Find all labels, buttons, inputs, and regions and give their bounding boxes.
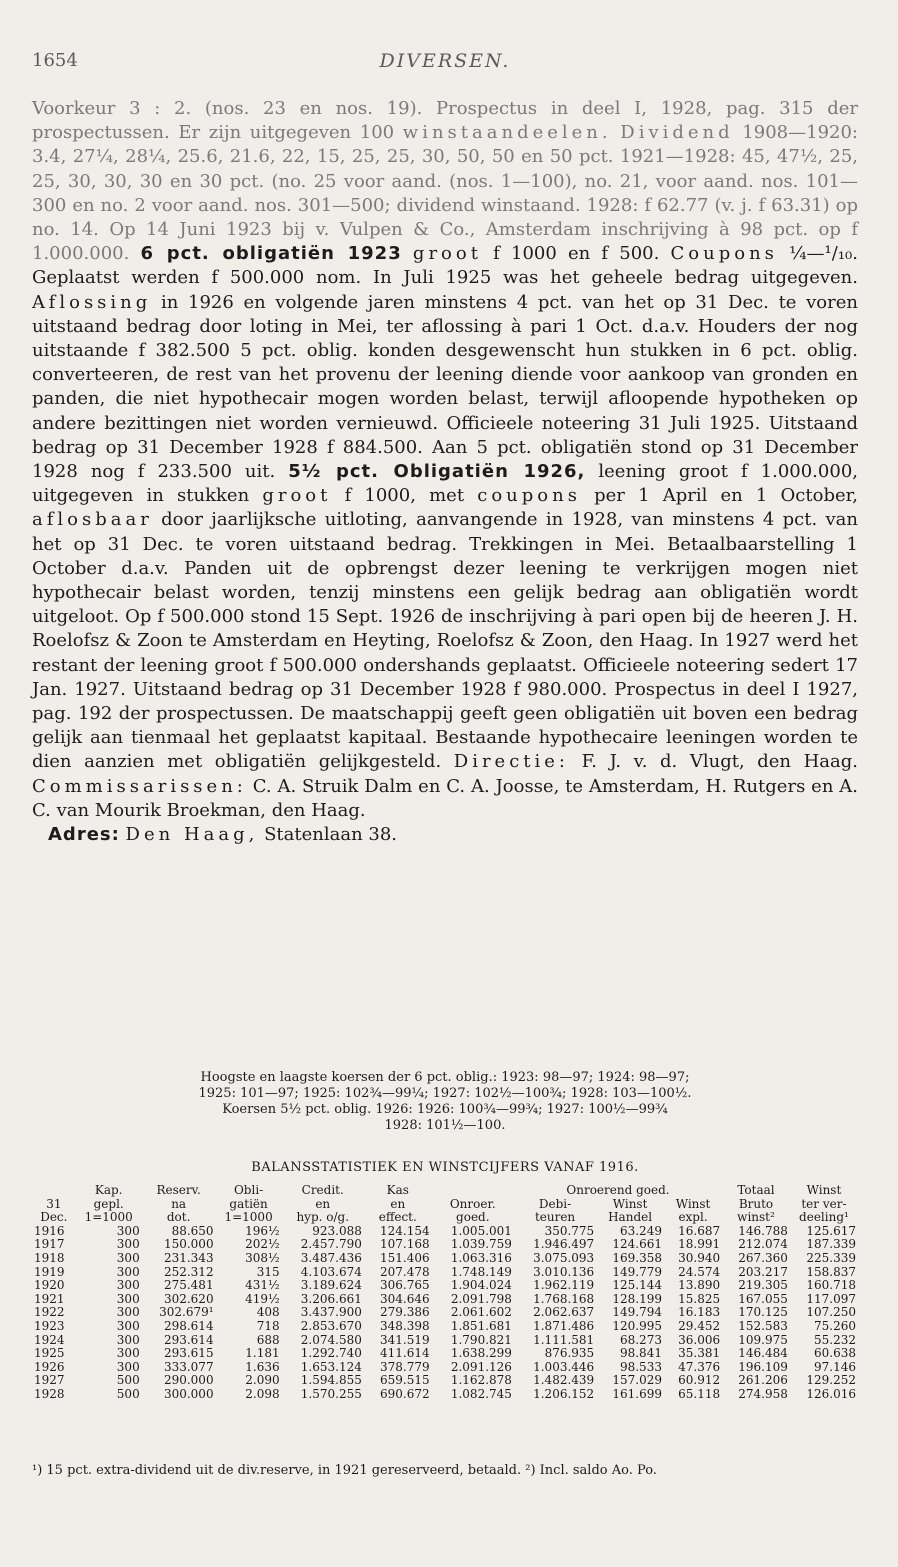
header-cell: hyp. o/g.: [296, 1210, 350, 1225]
table-cell: 1.638.299: [450, 1346, 512, 1361]
table-cell: 120.995: [612, 1318, 662, 1333]
table-cell: 35.381: [678, 1346, 721, 1361]
table-cell: 315: [256, 1264, 280, 1279]
header-cell: Winst: [675, 1196, 711, 1211]
table-cell: 300: [116, 1359, 140, 1374]
header-cell: 31: [46, 1196, 62, 1211]
header-cell: expl.: [678, 1210, 708, 1225]
header-cell: Winst: [806, 1183, 842, 1197]
table-cell: 300: [116, 1291, 140, 1306]
koersen-line-1: Hoogste en laagste koersen der 6 pct. oblig.: 1923: 98—97; 1924: 98—97;: [200, 1070, 690, 1085]
page-header: [32, 50, 858, 74]
table-cell: 876.935: [544, 1346, 595, 1361]
header-cell: Debi-: [538, 1196, 572, 1211]
header-cell: Credit.: [301, 1183, 344, 1197]
table-cell: 279.386: [380, 1305, 430, 1320]
header-cell: Winst: [612, 1196, 648, 1211]
table-cell: 1.181: [245, 1346, 280, 1361]
table-cell: 196.109: [738, 1359, 788, 1374]
koersen-line-4: 1928: 101½—100.: [384, 1118, 506, 1133]
table-cell: 18.991: [678, 1237, 721, 1252]
koersen-block: [32, 1070, 858, 1134]
oblig-6pct-heading: 6 pct. obligatiën 1923: [140, 243, 402, 265]
table-cell: 60.912: [678, 1373, 721, 1388]
table-row: [32, 1374, 858, 1388]
table-cell: 306.765: [380, 1278, 430, 1293]
table-cell: 150.000: [163, 1237, 214, 1252]
table-cell: 202½: [245, 1237, 280, 1252]
table-cell: 1.962.119: [533, 1278, 595, 1293]
table-cell: 252.312: [163, 1264, 214, 1279]
header-cell: Onroerend goed.: [566, 1183, 670, 1197]
table-cell: 129.252: [806, 1373, 856, 1388]
table-cell: 1.005.001: [450, 1223, 512, 1238]
table-cell: 3.487.436: [300, 1250, 362, 1265]
balans-table-body: [32, 1225, 858, 1402]
table-cell: 274.958: [738, 1386, 788, 1401]
header-cell: en: [390, 1196, 406, 1211]
table-cell: 97.146: [814, 1359, 856, 1374]
table-cell: 1.871.486: [533, 1318, 595, 1333]
table-cell: 146.788: [738, 1223, 788, 1238]
header-cell: Handel: [608, 1210, 653, 1225]
table-cell: 3.010.136: [533, 1264, 595, 1279]
table-cell: 1.790.821: [450, 1332, 512, 1347]
table-cell: 109.975: [738, 1332, 788, 1347]
year-cell: 1928: [34, 1386, 65, 1401]
year-cell: 1925: [34, 1346, 65, 1361]
header-cell: [32, 1184, 76, 1198]
table-cell: 30.940: [678, 1250, 721, 1265]
table-cell: 1.003.446: [533, 1359, 595, 1374]
table-cell: 2.061.602: [450, 1305, 512, 1320]
table-cell: 300: [116, 1346, 140, 1361]
table-cell: 158.837: [806, 1264, 856, 1279]
table-cell: 2.090: [245, 1373, 280, 1388]
table-cell: 333.077: [163, 1359, 214, 1374]
table-cell: 302.620: [163, 1291, 214, 1306]
header-cell: Kap.: [94, 1183, 123, 1197]
table-cell: 107.168: [380, 1237, 430, 1252]
table-cell: 36.006: [678, 1332, 721, 1347]
header-cell: gepl.: [93, 1196, 124, 1211]
header-cell: en: [315, 1196, 331, 1211]
table-cell: 290.000: [163, 1373, 214, 1388]
table-cell: 302.679¹: [159, 1305, 214, 1320]
coupons1-label: Coupons: [670, 243, 778, 265]
footnotes: ¹) 15 pct. extra-dividend uit de div.reserve, in 1921 gereserveerd, betaald. ²) Incl. saldo Ao. Po.: [32, 1463, 657, 1478]
year-cell: 1920: [34, 1278, 65, 1293]
aflosbaar-label: aflosbaar: [32, 509, 153, 531]
table-cell: 431½: [245, 1278, 280, 1293]
table-cell: 923.088: [312, 1223, 362, 1238]
table-cell: 2.091.798: [450, 1291, 512, 1306]
table-cell: 300: [116, 1223, 140, 1238]
table-cell: 341.519: [380, 1332, 430, 1347]
adres-line: [32, 823, 858, 847]
table-cell: 187.339: [806, 1237, 856, 1252]
header-cell: 1=1000: [84, 1210, 133, 1225]
balans-title: BALANSSTATISTIEK EN WINSTCIJFERS VANAF 1916.: [251, 1160, 639, 1175]
table-cell: 13.890: [678, 1278, 721, 1293]
dividend-text: 1908—1920: 3.4, 27¼, 28¼, 25.6, 21.6, 22, 15, 25, 25, 30, 50, 50 en 50 pct. 1921—1928: 45, 47½, 25, 25, 30, 30, 30 en 30 pct. (no. 25 voor aand. (nos. 1—100), no. 21, voor aand. nos. 101—300 en no. 2 voor aand. nos. 301—500; dividend winstaand. 1928: f 62.77 (v. j. f 63.31) op no. 14. Op 14 Juni 1923 bij v. Vulpen & Co., Amsterdam inschrijving à 98 pct. op f 1.000.000.: [32, 122, 858, 265]
winstaandeelen-label: winstaandeelen.: [402, 122, 612, 144]
table-cell: 203.217: [738, 1264, 788, 1279]
table-cell: 1.946.497: [533, 1237, 595, 1252]
table-row: [32, 1306, 858, 1320]
table-cell: 47.376: [678, 1359, 721, 1374]
table-cell: 1.292.740: [300, 1346, 362, 1361]
table-cell: 659.515: [380, 1373, 430, 1388]
table-cell: 68.273: [619, 1332, 662, 1347]
table-cell: 1.570.255: [300, 1386, 362, 1401]
table-cell: 300.000: [163, 1386, 214, 1401]
table-cell: 55.232: [814, 1332, 856, 1347]
table-cell: 169.358: [612, 1250, 662, 1265]
header-cell: Bruto: [738, 1196, 774, 1211]
groot2-label: groot: [262, 485, 332, 507]
groot1-label: groot: [412, 243, 482, 265]
table-row: [32, 1293, 858, 1307]
header-cell: teuren: [534, 1210, 576, 1225]
balans-table: [32, 1184, 858, 1402]
groot1-text: f 1000 en f 500.: [481, 243, 671, 265]
table-cell: 75.260: [814, 1318, 856, 1333]
directie-text: F. J. v. d. Vlugt, den Haag.: [569, 751, 859, 773]
table-cell: 1.111.581: [533, 1332, 595, 1347]
header-cell: Dec.: [40, 1210, 68, 1225]
table-cell: 1.904.024: [450, 1278, 512, 1293]
intro-text: Voorkeur 3 : 2. (nos. 23 en nos. 19). Prospectus in deel I, 1928, pag. 315 der prospectussen. Er zijn uitgegeven 100: [32, 98, 858, 144]
table-cell: 1.162.878: [450, 1373, 512, 1388]
table-cell: 3.437.900: [300, 1305, 362, 1320]
adres-label: Adres:: [48, 824, 120, 846]
table-cell: 196½: [245, 1223, 280, 1238]
table-cell: 1.063.316: [450, 1250, 512, 1265]
table-cell: 275.481: [163, 1278, 214, 1293]
table-cell: 3.189.624: [300, 1278, 362, 1293]
year-cell: 1923: [34, 1318, 65, 1333]
table-row: [32, 1266, 858, 1280]
coupons1-text: ¼—¹/₁₀. Geplaatst werden f 500.000 nom. In Juli 1925 was het geheele bedrag uitgegeven.: [32, 243, 858, 289]
table-cell: 16.687: [678, 1223, 721, 1238]
table-cell: 350.775: [544, 1223, 595, 1238]
table-cell: 718: [256, 1318, 280, 1333]
table-cell: 1.082.745: [450, 1386, 512, 1401]
table-cell: 98.533: [619, 1359, 662, 1374]
header-row-3: [32, 1211, 858, 1225]
table-cell: 107.250: [806, 1305, 856, 1320]
body-text: [32, 97, 858, 847]
table-cell: 308½: [245, 1250, 280, 1265]
table-cell: 207.478: [380, 1264, 430, 1279]
table-cell: 300: [116, 1264, 140, 1279]
table-cell: 1.039.759: [450, 1237, 512, 1252]
table-cell: 1.851.681: [450, 1318, 512, 1333]
header-cell: Reserv.: [156, 1183, 201, 1197]
header-row-2: [32, 1198, 858, 1212]
aflosbaar-text: door jaarlijksche uitloting, aanvangende in 1928, van minstens 4 pct. van het op 31 Dec. te voren uitstaand bedrag. Trekkingen in Mei. Betaalbaarstelling 1 October d.a.v. Panden uit de opbrengst dezer leening te verkrijgen mogen niet hypothecair belast worden, tenzij minstens een gelijk bedrag aan obligatiën wordt uitgeloot. Op f 500.000 stond 15 Sept. 1926 de inschrijving à pari open bij de heeren J. H. Roelofsz & Zoon te Amsterdam en Heyting, Roelofsz & Zoon, den Haag. In 1927 werd het restant der leening groot f 500.000 ondershands geplaatst. Officieele noteering sedert 17 Jan. 1927. Uitstaand bedrag op 31 December 1928 f 980.000. Prospectus in deel I 1927, pag. 192 der prospectussen. De maatschappij geeft geen obligatiën uit boven een bedrag gelijk aan tienmaal het geplaatst kapitaal. Bestaande hypothecaire leeningen worden te dien aanzien met obligatiën gelijkgesteld.: [32, 509, 858, 773]
table-cell: 167.055: [738, 1291, 788, 1306]
header-cell: 1=1000: [224, 1210, 273, 1225]
commissarissen-text: C. A. Struik Dalm en C. A. Joosse, te Amsterdam, H. Rutgers en A. C. van Mourik Broekman, den Haag.: [32, 775, 858, 821]
table-cell: 16.183: [678, 1305, 721, 1320]
table-cell: 2.457.790: [300, 1237, 362, 1252]
oblig-55pct-heading: 5½ pct. Obligatiën 1926,: [288, 461, 586, 483]
table-cell: 128.199: [612, 1291, 662, 1306]
header-cell: winst²: [737, 1210, 775, 1225]
body-paragraph: [32, 97, 858, 823]
table-cell: 1.482.439: [533, 1373, 595, 1388]
leening-text: leening groot f 1.000.000, uitgegeven in stukken: [32, 461, 858, 507]
table-cell: 88.650: [171, 1223, 214, 1238]
table-cell: 60.638: [814, 1346, 856, 1361]
table-cell: 690.672: [380, 1386, 430, 1401]
table-cell: 300: [116, 1332, 140, 1347]
table-cell: 2.062.637: [533, 1305, 595, 1320]
table-cell: 293.614: [163, 1332, 214, 1347]
header-cell: Totaal: [737, 1183, 775, 1197]
table-cell: 157.029: [612, 1373, 662, 1388]
table-cell: 300: [116, 1237, 140, 1252]
table-cell: 1.653.124: [300, 1359, 362, 1374]
header-cell: gatiën: [229, 1196, 268, 1211]
table-cell: 4.103.674: [300, 1264, 362, 1279]
table-cell: 300: [116, 1278, 140, 1293]
year-cell: 1924: [34, 1332, 65, 1347]
table-cell: 151.406: [380, 1250, 430, 1265]
table-cell: 3.206.661: [300, 1291, 362, 1306]
dividend-label: Dividend: [620, 122, 734, 144]
header-cell: Onroer.: [449, 1196, 496, 1211]
table-cell: 500: [116, 1386, 140, 1401]
table-cell: 3.075.093: [533, 1250, 595, 1265]
table-cell: 225.339: [806, 1250, 856, 1265]
header-cell: [432, 1184, 514, 1198]
table-cell: 160.718: [806, 1278, 856, 1293]
year-cell: 1921: [34, 1291, 65, 1306]
table-cell: 1.748.149: [450, 1264, 512, 1279]
coupons2-label: coupons: [477, 485, 581, 507]
aflossing-label: Aflossing: [32, 291, 152, 313]
table-cell: 212.074: [738, 1237, 788, 1252]
header-cell: na: [171, 1196, 187, 1211]
table-row: [32, 1238, 858, 1252]
table-cell: 2.074.580: [300, 1332, 362, 1347]
table-cell: 125.144: [612, 1278, 662, 1293]
header-cell: dot.: [166, 1210, 191, 1225]
table-cell: 348.398: [380, 1318, 430, 1333]
table-cell: 117.097: [806, 1291, 856, 1306]
table-cell: 300: [116, 1318, 140, 1333]
table-cell: 1.594.855: [300, 1373, 362, 1388]
table-row: [32, 1279, 858, 1293]
table-cell: 146.484: [738, 1346, 788, 1361]
year-cell: 1927: [34, 1373, 65, 1388]
table-cell: 63.249: [619, 1223, 662, 1238]
table-cell: 152.583: [738, 1318, 788, 1333]
table-cell: 29.452: [678, 1318, 721, 1333]
table-cell: 231.343: [163, 1250, 214, 1265]
koersen-line-2: 1925: 101—97; 1925: 102¾—99¼; 1927: 102½—100¾; 1928: 103—100½.: [198, 1086, 692, 1101]
header-cell: deeling¹: [799, 1210, 849, 1225]
table-cell: 300: [116, 1250, 140, 1265]
koersen-line-3: Koersen 5½ pct. oblig. 1926: 1926: 100¾—99¾; 1927: 100½—99¾: [222, 1102, 668, 1117]
commissarissen-label: Commissarissen:: [32, 775, 247, 797]
table-cell: 408: [256, 1305, 280, 1320]
header-cell: goed.: [456, 1210, 490, 1225]
table-cell: 98.841: [619, 1346, 662, 1361]
table-row: [32, 1334, 858, 1348]
table-row: [32, 1225, 858, 1239]
groot2-text: f 1000, met: [331, 485, 478, 507]
table-cell: 149.779: [612, 1264, 662, 1279]
table-cell: 261.206: [738, 1373, 788, 1388]
table-cell: 2.091.126: [450, 1359, 512, 1374]
table-cell: 298.614: [163, 1318, 214, 1333]
table-cell: 688: [256, 1332, 280, 1347]
table-cell: 2.098: [245, 1386, 280, 1401]
table-cell: 2.853.670: [300, 1318, 362, 1333]
table-cell: 500: [116, 1373, 140, 1388]
table-cell: 411.614: [380, 1346, 430, 1361]
table-row: [32, 1361, 858, 1375]
table-row: [32, 1388, 858, 1402]
table-cell: 24.574: [678, 1264, 721, 1279]
table-cell: 304.646: [380, 1291, 430, 1306]
adres-street: Statenlaan 38.: [258, 824, 398, 846]
year-cell: 1922: [34, 1305, 65, 1320]
header-cell: Obli-: [233, 1183, 264, 1197]
table-cell: 125.617: [806, 1223, 856, 1238]
year-cell: 1926: [34, 1359, 65, 1374]
header-cell: effect.: [378, 1210, 417, 1225]
page-number: 1654: [32, 50, 78, 71]
header-cell: Kas: [386, 1183, 409, 1197]
table-cell: 293.615: [163, 1346, 214, 1361]
table-cell: 15.825: [678, 1291, 721, 1306]
year-cell: 1918: [34, 1250, 65, 1265]
table-cell: 124.154: [380, 1223, 430, 1238]
table-cell: 219.305: [738, 1278, 788, 1293]
header-cell: ter ver-: [801, 1196, 847, 1211]
directie-label: Directie:: [453, 751, 569, 773]
running-title: DIVERSEN.: [379, 50, 511, 72]
table-cell: 419½: [245, 1291, 280, 1306]
year-cell: 1917: [34, 1237, 65, 1252]
table-cell: 161.699: [612, 1386, 662, 1401]
table-cell: 149.794: [612, 1305, 662, 1320]
table-cell: 1.636: [245, 1359, 280, 1374]
table-cell: 1.768.168: [533, 1291, 595, 1306]
adres-city: Den Haag,: [125, 824, 259, 846]
table-cell: 1.206.152: [533, 1386, 595, 1401]
table-cell: 300: [116, 1305, 140, 1320]
coupons2-text: per 1 April en 1 October,: [580, 485, 858, 507]
table-cell: 124.661: [612, 1237, 662, 1252]
table-cell: 65.118: [678, 1386, 721, 1401]
table-cell: 126.016: [806, 1386, 856, 1401]
table-row: [32, 1347, 858, 1361]
table-cell: 170.125: [738, 1305, 788, 1320]
aflossing-text: in 1926 en volgende jaren minstens 4 pct. van het op 31 Dec. te voren uitstaand bedrag door loting in Mei, ter aflossing à pari 1 Oct. d.a.v. Houders der nog uitstaande f 382.500 5 pct. oblig. konden desgewenscht hun stukken in 6 pct. oblig. converteeren, de rest van het provenu der leening diende voor aankoop van gronden en panden, die niet hypothecair mogen worden belast, terwijl afloopende hypotheken op andere bezittingen niet worden vernieuwd. Officieele noteering 31 Juli 1925. Uitstaand bedrag op 31 December 1928 f 884.500. Aan 5 pct. obligatiën stond op 31 December 1928 nog f 233.500 uit.: [32, 291, 858, 483]
header-row-1: [32, 1184, 858, 1198]
table-cell: 378.779: [380, 1359, 430, 1374]
year-cell: 1919: [34, 1264, 65, 1279]
year-cell: 1916: [34, 1223, 65, 1238]
table-row: [32, 1320, 858, 1334]
table-row: [32, 1252, 858, 1266]
table-cell: 267.360: [738, 1250, 788, 1265]
